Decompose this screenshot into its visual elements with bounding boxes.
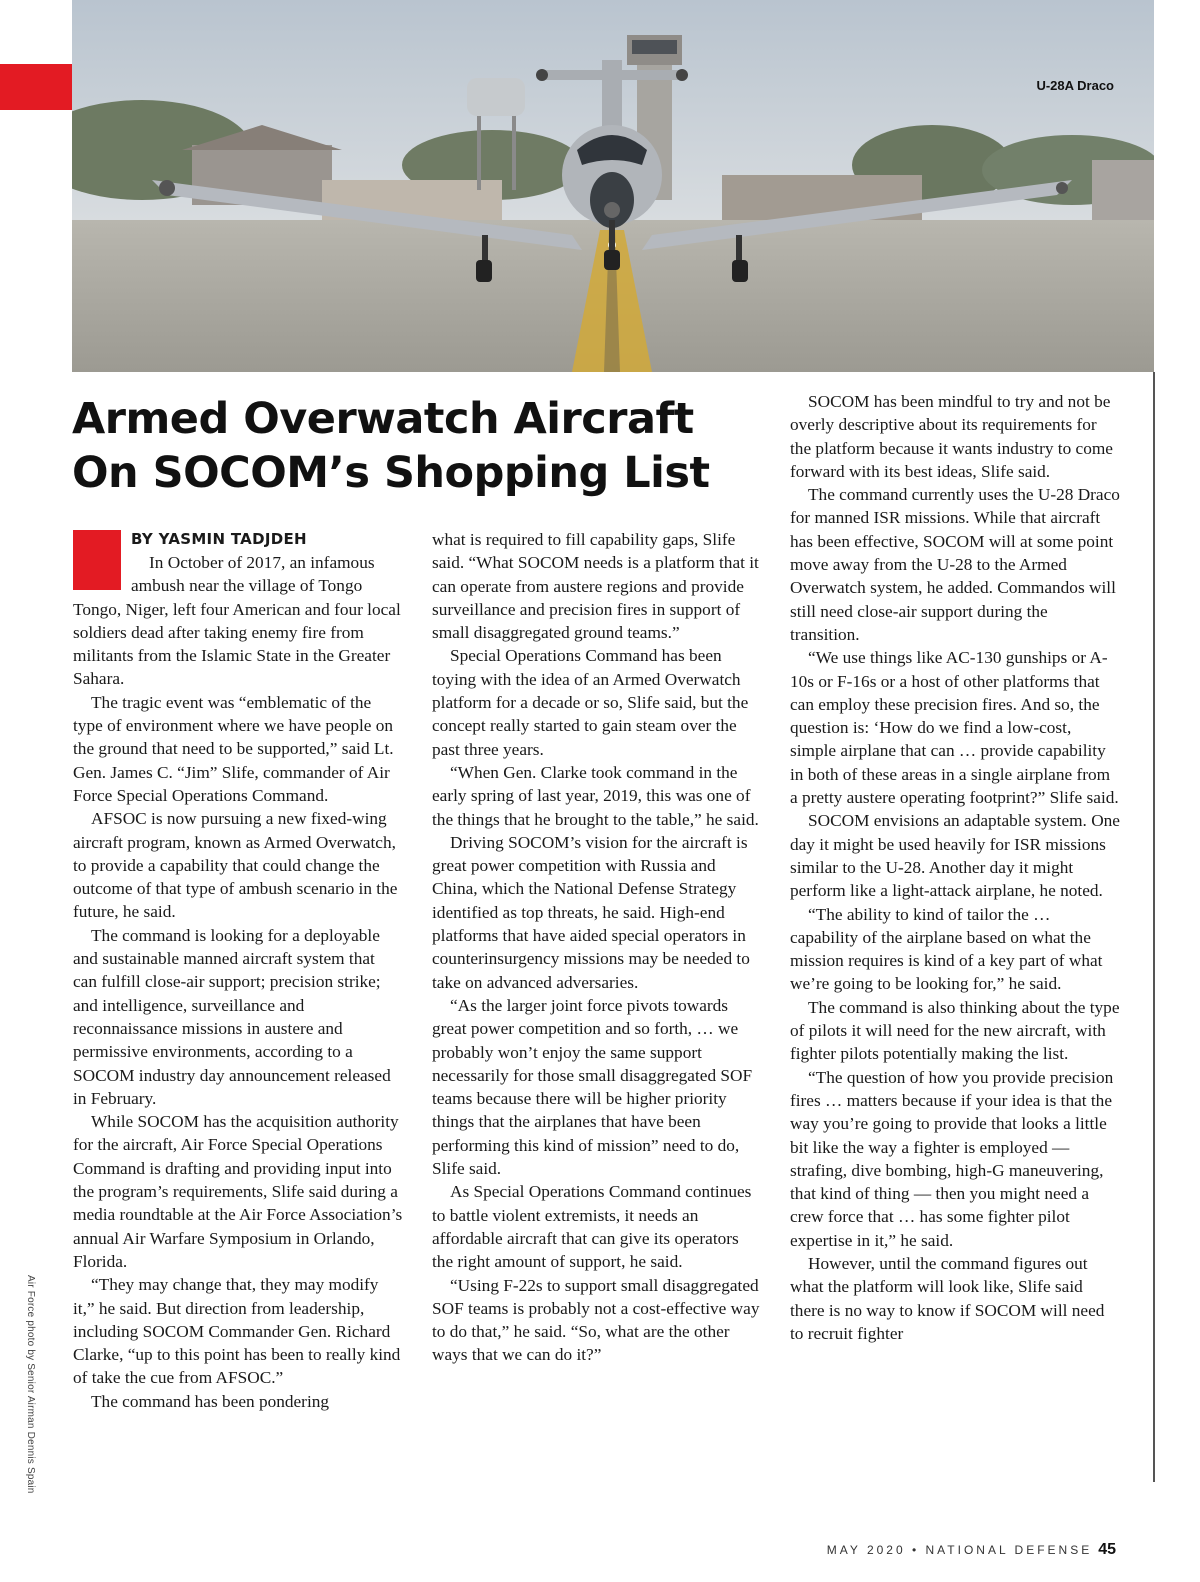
headline-line-1: Armed Overwatch Aircraft [72,394,694,444]
paragraph: AFSOC is now pursuing a new fixed-wing aircraft program, known as Armed Overwatch, to provide a capability that could change the outcome of that type of ambush scenario in the future, he said. [73,809,398,922]
article-column-3 [790,390,1120,1345]
paragraph: “They may change that, they may modify it,” he said. But direction from leadership, including SOCOM Commander Gen. Richard Clarke, “up to this point has been to really kind of take the cue from AFSOC.” [73,1275,401,1388]
article-column-1 [73,528,403,1413]
paragraph: The command is also thinking about the type of pilots it will need for the new aircraft, with fighter pilots potentially making the list. [790,997,1120,1064]
paragraph: However, until the command figures out what the platform will look like, Slife said there is no way to know if SOCOM will need to recruit fighter [790,1253,1105,1343]
headline [72,392,752,500]
photo-credit: Air Force photo by Senior Airman Dennis Spain [25,1275,36,1494]
headline-line-2: On SOCOM’s Shopping List [72,448,710,498]
page-number: 45 [1098,1541,1116,1558]
paragraph: “As the larger joint force pivots towards great power competition and so forth, … we probably won’t enjoy the same support necessarily for those small disaggregated SOF teams because there will be higher priority things that the airplanes that have been performing this kind of mission” need to do, Slife said. [432,995,753,1179]
aircraft-photo [72,0,1154,372]
page-footer [827,1541,1116,1559]
column-divider [1153,372,1155,1482]
paragraph: “Using F-22s to support small disaggregated SOF teams is probably not a cost-effective way to do that,” he said. “So, what are the other ways that we can do it?” [432,1275,760,1365]
paragraph: “We use things like AC-130 gunships or A-10s or F-16s or a host of other platforms that can employ these precision fires. And so, the question is: ‘How do we find a low-cost, simple airplane that can … provide capability in both of these areas in a single airplane from a pretty austere operating footprint?” Slife said. [790,648,1119,808]
paragraph: The tragic event was “emblematic of the type of environment where we have people on the ground that need to be supported,” said Lt. Gen. James C. “Jim” Slife, commander of Air Force Special Operations Command. [73,692,394,805]
photo-caption: U-28A Draco [1036,78,1114,93]
paragraph: “When Gen. Clarke took command in the early spring of last year, 2019, this was one of the things that he brought to the table,” he said. [432,762,759,829]
paragraph: The command has been pondering [91,1391,330,1411]
paragraph: SOCOM has been mindful to try and not be overly descriptive about its requirements for the platform because it wants industry to come forward with its best ideas, Slife said. [790,392,1113,481]
paragraph: The command is looking for a deployable and sustainable manned aircraft system that can fulfill close-air support; precision strike; and intelligence, surveillance and reconnaissance missions in austere and permissive environments, according to a SOCOM industry day announcement released in February. [73,925,391,1108]
red-drop-box [73,530,121,590]
paragraph: Special Operations Command has been toying with the idea of an Armed Overwatch platform for a decade or so, Slife said, but the concept really started to gain steam over the past three years. [432,646,749,759]
paragraph: “The ability to kind of tailor the … capability of the airplane based on what the mission requires is kind of a key part of what we’re going to be looking for,” he said. [790,904,1103,994]
article-column-2 [432,528,762,1367]
paragraph: In October of 2017, an infamous ambush near the village of Tongo Tongo, Niger, left four American and four local soldiers dead after taking enemy fire from militants from the Islamic State in the Greater Sahara. [73,553,401,689]
paragraph: Driving SOCOM’s vision for the aircraft is great power competition with Russia and China, which the National Defense Strategy identified as top threats, he said. High-end platforms that have aided special operators in counterinsurgency missions may be needed to take on advanced adversaries. [432,832,750,992]
paragraph: SOCOM envisions an adaptable system. One day it might be used heavily for ISR missions similar to the U-28. Another day it might perform like a light-attack airplane, he noted. [790,811,1120,901]
issue-label: MAY 2020 • NATIONAL DEFENSE [826,1543,1093,1557]
paragraph: The command currently uses the U-28 Draco for manned ISR missions. While that aircraft has been effective, SOCOM will at some point move away from the U-28 to the Armed Overwatch system, he added. Commandos will still need close-air support during the transition. [790,485,1120,644]
byline: BY YASMIN TADJDEH [131,530,307,548]
paragraph: “The question of how you provide precision fires … matters because if your idea is that the way you’re going to provide that looks a little bit like the way a fighter is employed — strafing, dive bombing, high-G maneuvering, that kind of thing — then you might need a crew force that … has some fighter pilot expertise in it,” he said. [790,1067,1114,1250]
paragraph: what is required to fill capability gaps, Slife said. “What SOCOM needs is a platform that it can operate from austere regions and provide surveillance and precision fires in support of small disaggregated ground teams.” [432,530,759,643]
red-section-tab [0,64,72,110]
paragraph: While SOCOM has the acquisition authority for the aircraft, Air Force Special Operations Command is drafting and providing input into the program’s requirements, Slife said during a media roundtable at the Air Force Association’s annual Air Warfare Symposium in Orlando, Florida. [73,1112,403,1271]
paragraph: As Special Operations Command continues to battle violent extremists, it needs an affordable aircraft that can give its operators the right amount of support, he said. [432,1182,752,1272]
